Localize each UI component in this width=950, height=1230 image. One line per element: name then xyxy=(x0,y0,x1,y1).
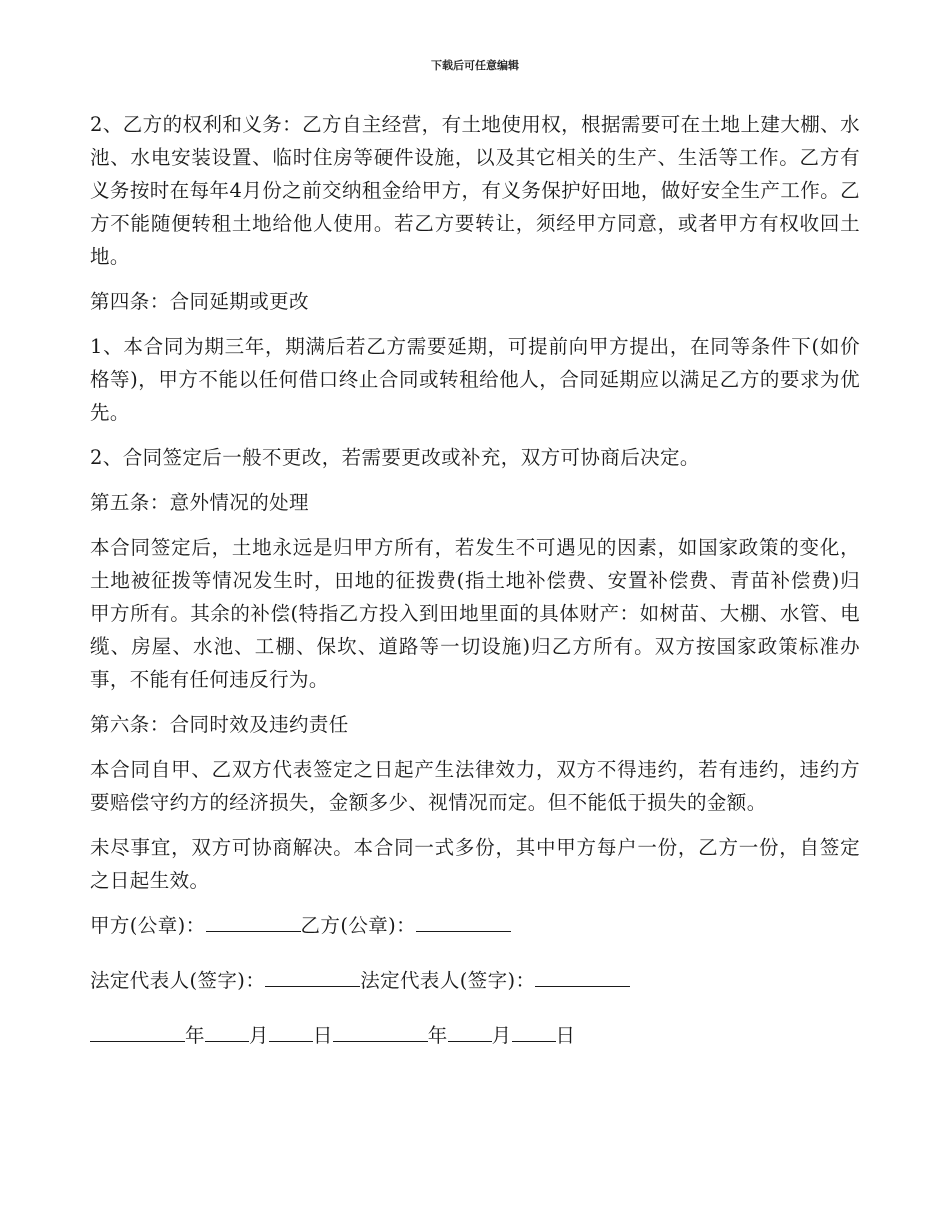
day-label: 日 xyxy=(555,1024,576,1047)
document-body xyxy=(90,108,860,1074)
date-b-month-blank[interactable] xyxy=(448,1019,492,1042)
party-a-seal-label: 甲方(公章)： xyxy=(90,914,206,937)
section-heading-6: 第六条：合同时效及违约责任 xyxy=(90,713,349,736)
rep-b-blank[interactable] xyxy=(535,964,630,987)
seal-line xyxy=(90,909,860,942)
day-label: 日 xyxy=(312,1024,333,1047)
year-label: 年 xyxy=(185,1024,205,1047)
paragraph-extension: 1、本合同为期三年，期满后若乙方需要延期，可提前向甲方提出，在同等条件下(如价格等)，甲方不能以任何借口终止合同或转租给他人，合同延期应以满足乙方的要求为优先。 xyxy=(90,335,860,424)
month-label: 月 xyxy=(248,1024,269,1047)
paragraph-amendment: 2、合同签定后一般不更改，若需要更改或补充，双方可协商后决定。 xyxy=(90,446,700,469)
party-b-seal-label: 乙方(公章)： xyxy=(300,914,417,937)
page-header: 下载后可任意编辑 xyxy=(431,59,519,72)
section-heading-4: 第四条：合同延期或更改 xyxy=(90,290,309,313)
rep-a-label: 法定代表人(签字)： xyxy=(90,969,266,992)
paragraph-validity: 本合同自甲、乙双方代表签定之日起产生法律效力，双方不得违约，若有违约，违约方要赔偿守约方的经济损失，金额多少、视情况而定。但不能低于损失的金额。 xyxy=(90,758,860,814)
paragraph-party-b-rights: 2、乙方的权利和义务：乙方自主经营，有土地使用权，根据需要可在土地上建大棚、水池、水电安装设置、临时住房等硬件设施，以及其它相关的生产、生活等工作。乙方有义务按时在每年4月份之前交纳租金给甲方，有义务保护好田地，做好安全生产工作。乙方不能随便转租土地给他人使用。若乙方要转让，须经甲方同意，或者甲方有权收回土地。 xyxy=(90,113,860,268)
paragraph-misc: 未尽事宜，双方可协商解决。本合同一式多份，其中甲方每户一份，乙方一份，自签定之日起生效。 xyxy=(90,836,860,892)
rep-a-blank[interactable] xyxy=(265,964,360,987)
section-heading-5: 第五条：意外情况的处理 xyxy=(90,491,309,514)
date-a-year-blank[interactable] xyxy=(90,1019,185,1042)
year-label: 年 xyxy=(427,1024,448,1047)
date-a-month-blank[interactable] xyxy=(205,1019,249,1042)
party-a-seal-blank[interactable] xyxy=(206,909,301,932)
date-b-day-blank[interactable] xyxy=(512,1019,556,1042)
rep-b-label: 法定代表人(签字)： xyxy=(360,969,536,992)
representative-line xyxy=(90,964,860,997)
party-b-seal-blank[interactable] xyxy=(416,909,511,932)
paragraph-unexpected: 本合同签定后，土地永远是归甲方所有，若发生不可遇见的因素，如国家政策的变化，土地被征拨等情况发生时，田地的征拨费(指土地补偿费、安置补偿费、青苗补偿费)归甲方所有。其余的补偿(特指乙方投入到田地里面的具体财产：如树苗、大棚、水管、电缆、房屋、水池、工棚、保坎、道路等一切设施)归乙方所有。双方按国家政策标准办事，不能有任何违反行为。 xyxy=(90,536,860,691)
date-a-day-blank[interactable] xyxy=(269,1019,313,1042)
date-b-year-blank[interactable] xyxy=(333,1019,428,1042)
month-label: 月 xyxy=(491,1024,512,1047)
date-line xyxy=(90,1019,860,1052)
